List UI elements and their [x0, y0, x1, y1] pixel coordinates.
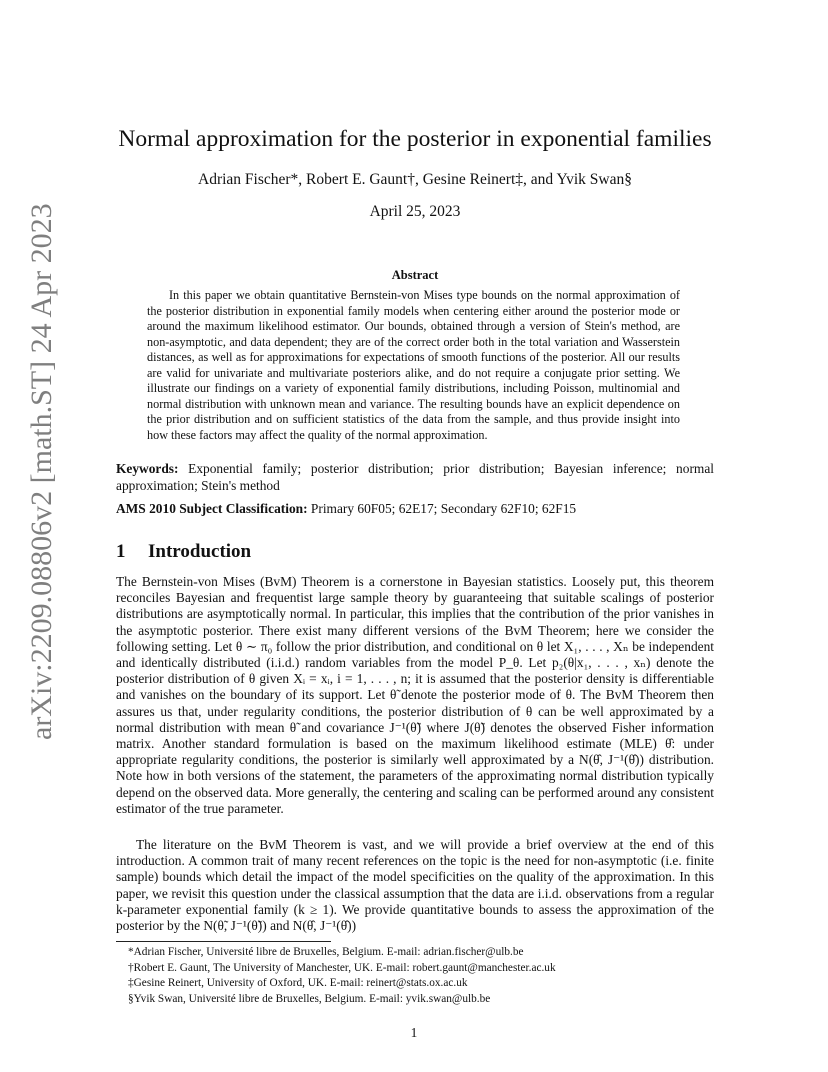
ams-classification	[116, 500, 714, 517]
intro-paragraph-2: The literature on the BvM Theorem is vast, and we will provide a brief overview at the end of this introduction. A common trait of many recent references on the topic is the need for non-asymptotic (i.e. finite sample) bounds which detail the impact of the model specificities on the quality of the approximation. In this paper, we revisit this question under the classical assumption that the data are i.i.d. observations from a regular k-parameter exponential family (k ≥ 1). We provide quantitative bounds to assess the approximation of the posterior by the N(θ̃, J⁻¹(θ̃)) and N(θ̂, J⁻¹(θ̂))	[116, 837, 714, 934]
page-number: 1	[410, 1025, 418, 1040]
abstract-heading: Abstract	[391, 268, 439, 282]
abstract-body: In this paper we obtain quantitative Bernstein-von Mises type bounds on the normal approximation of the posterior distribution in exponential family models when centering either around the posterior mode or around the maximum likelihood estimator. Our bounds, obtained through a version of Stein's method, are non-asymptotic, and data dependent; they are of the correct order both in the total variation and Wasserstein distances, as well as for approximations for expectations of smooth functions of the posterior. All our results are valid for univariate and multivariate posteriors alike, and do not require a conjugate prior setting. We illustrate our findings on a variety of exponential family distributions, including Poisson, multinomial and normal distribution with unknown mean and variance. The resulting bounds have an explicit dependence on the prior distribution and on sufficient statistics of the data from the sample, and thus provide insight into how these factors may affect the quality of the normal approximation.	[147, 288, 680, 442]
footnote-rule	[116, 941, 331, 942]
section-number: 1	[116, 541, 126, 562]
ams-text: Primary 60F05; 62E17; Secondary 62F10; 62F15	[310, 501, 577, 516]
footnote-fischer: *Adrian Fischer, Université libre de Bruxelles, Belgium. E-mail: adrian.fischer@ulb.be	[128, 946, 524, 958]
footnote-reinert: ‡Gesine Reinert, University of Oxford, UK. E-mail: reinert@stats.ox.ac.uk	[128, 977, 468, 989]
ams-label: AMS 2010 Subject Classification:	[116, 501, 308, 516]
author-list: Adrian Fischer*, Robert E. Gaunt†, Gesine Reinert‡, and Yvik Swan§	[198, 171, 632, 188]
arxiv-sidebar-identifier: arXiv:2209.08806v2 [math.ST] 24 Apr 2023	[25, 203, 58, 740]
keywords-text: Exponential family; posterior distribution; prior distribution; Bayesian inference; normal approximation; Stein's method	[116, 461, 714, 493]
intro-paragraph-1: The Bernstein-von Mises (BvM) Theorem is a cornerstone in Bayesian statistics. Loosely put, this theorem reconciles Bayesian and frequentist large sample theory by guaranteeing that suitable scalings of posterior distributions are asymptotically normal. In particular, this implies that the contribution of the prior vanishes in the asymptotic posterior. There exist many different versions of the BvM Theorem; here we consider the following setting. Let θ ∼ π₀ follow the prior distribution, and conditional on θ let X₁, . . . , Xₙ be independent and identically distributed (i.i.d.) random variables from the model P_θ. Let p₂(θ|x₁, . . . , xₙ) denote the posterior distribution of θ given Xᵢ = xᵢ, i = 1, . . . , n; it is assumed that the posterior density is differentiable and vanishes on the boundary of its support. Let θ̃ denote the posterior mode of θ. The BvM Theorem then assures us that, under regularity conditions, the posterior distribution of θ can be well approximated by a normal distribution with mean θ̃ and covariance J⁻¹(θ̃) where J(θ̃) denotes the observed Fisher information matrix. Another standard formulation is based on the maximum likelihood estimate (MLE) θ̂: under appropriate regularity conditions, the posterior is similarly well approximated by a N(θ̂, J⁻¹(θ̂)) distribution. Note how in both versions of the statement, the parameters of the approximating normal distribution typically depend on the observed data. More generally, the centering and scaling can be performed around any consistent estimator of the true parameter.	[116, 574, 714, 816]
keywords-block	[116, 460, 714, 494]
paper-title: Normal approximation for the posterior in exponential families	[118, 126, 712, 152]
footnote-swan: §Yvik Swan, Université libre de Bruxelles, Belgium. E-mail: yvik.swan@ulb.be	[128, 992, 491, 1005]
section-title: Introduction	[148, 541, 252, 562]
keywords-label: Keywords:	[116, 461, 179, 476]
footnotes	[116, 945, 714, 1007]
footnote-gaunt: †Robert E. Gaunt, The University of Manchester, UK. E-mail: robert.gaunt@manchester.ac.uk	[128, 961, 556, 974]
paper-date: April 25, 2023	[369, 203, 461, 220]
section-heading	[116, 539, 714, 565]
